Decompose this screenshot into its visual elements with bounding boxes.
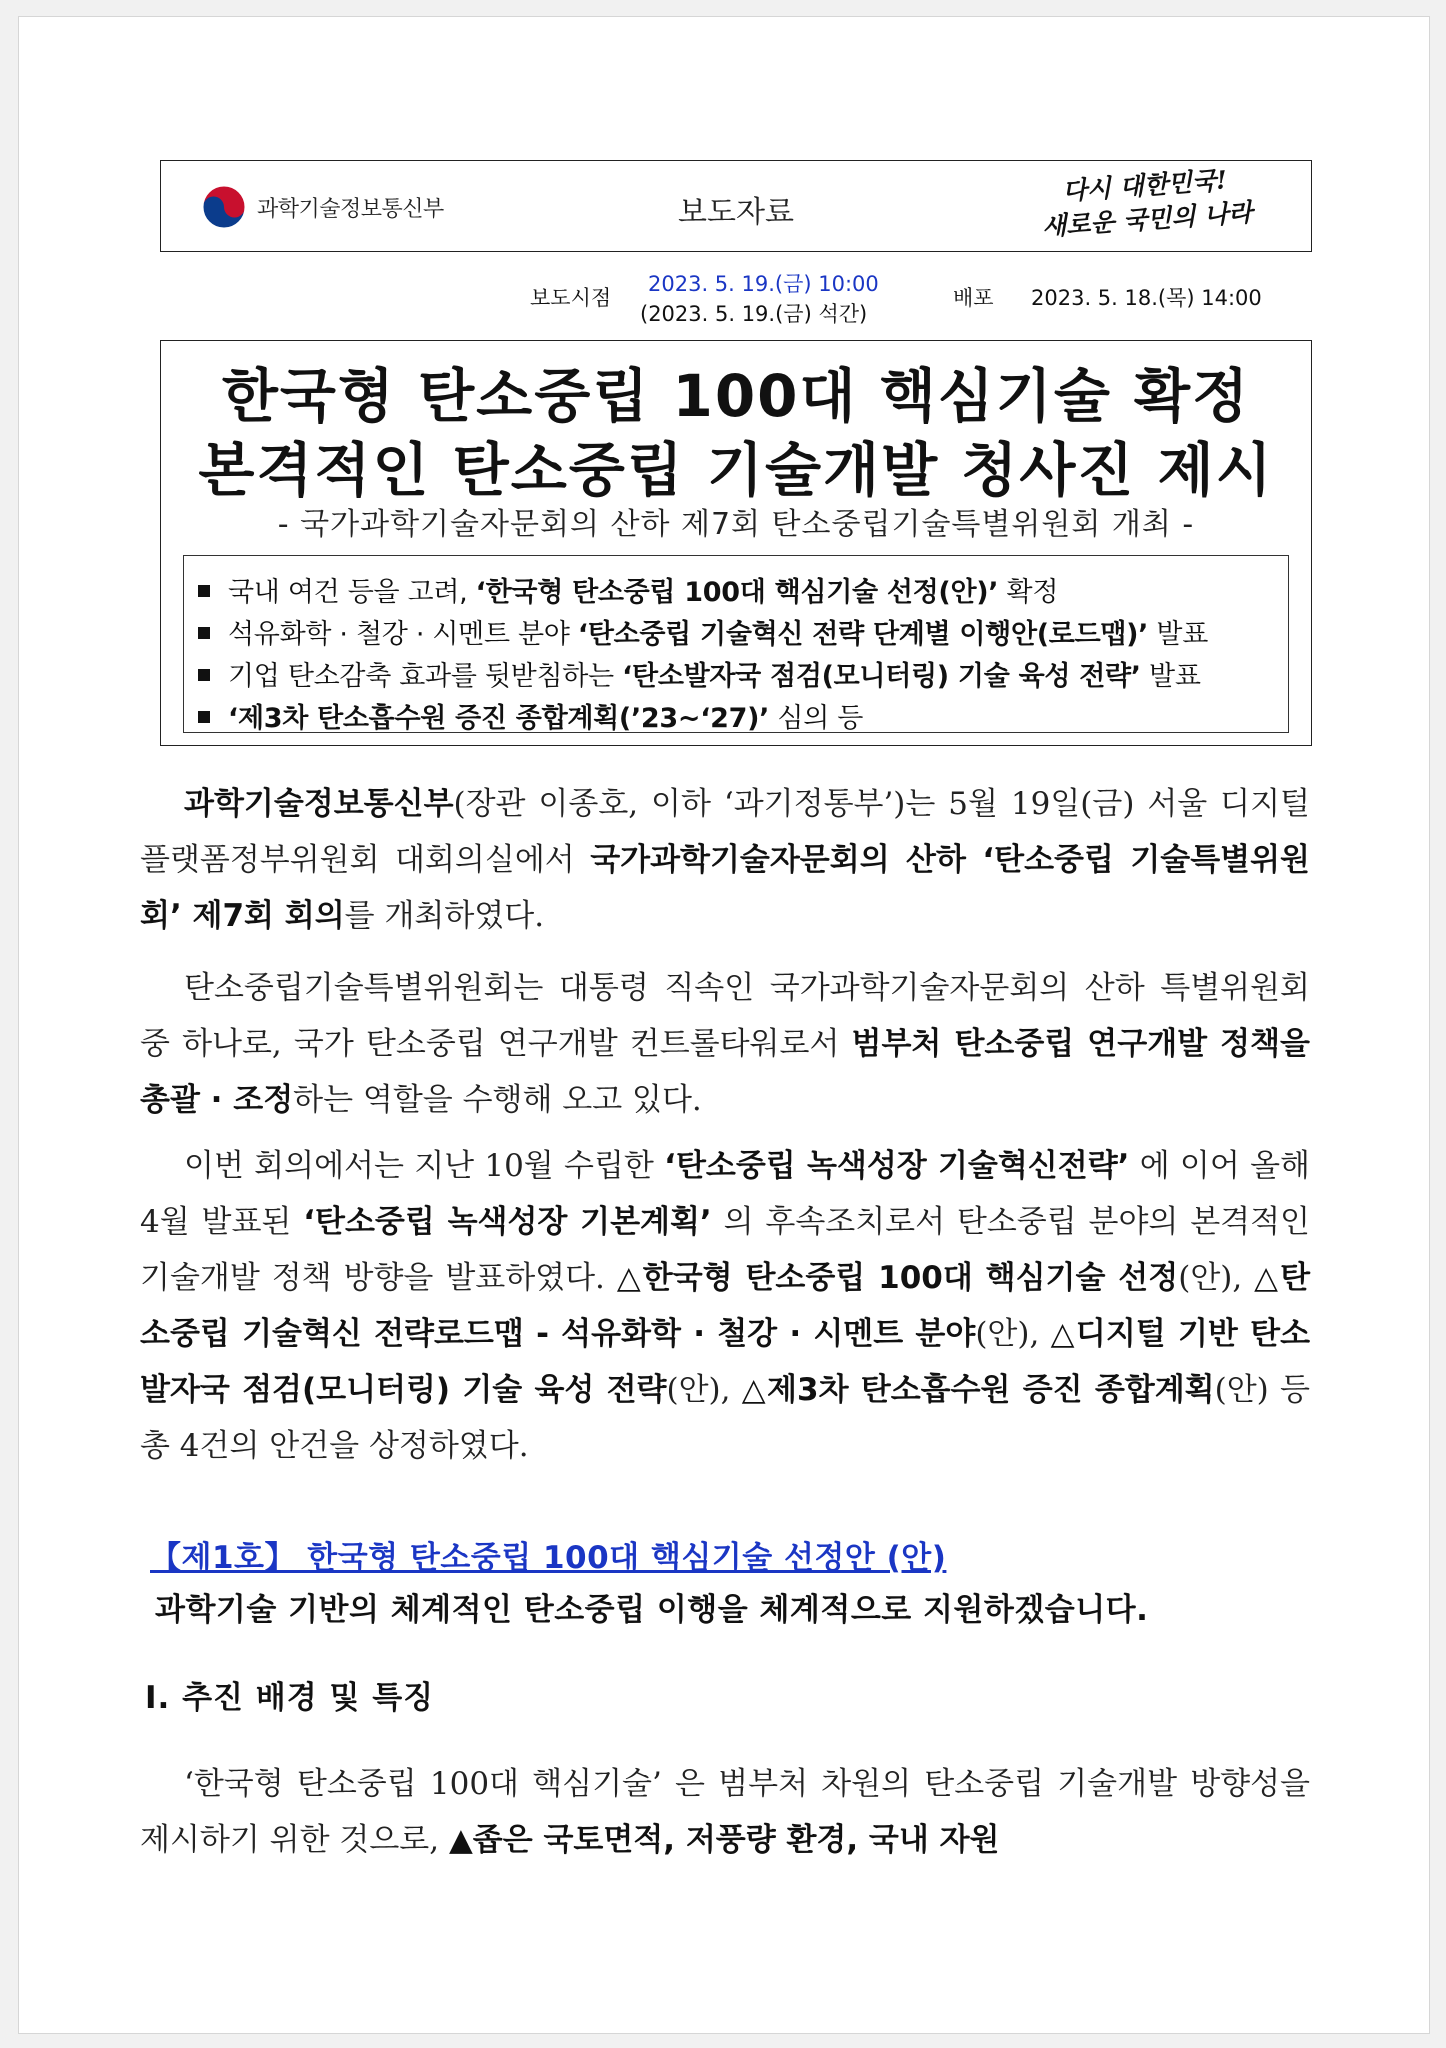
agenda-subheading: 과학기술 기반의 체계적인 탄소중립 이행을 체계적으로 지원하겠습니다. (155, 1592, 1149, 1628)
press-header (160, 160, 1312, 252)
title-box (160, 340, 1312, 746)
square-bullet-icon (198, 585, 210, 597)
release-datetime: 2023. 5. 19.(금) 10:00 (648, 272, 879, 296)
bullet-bold: ‘탄소발자국 점검(모니터링) 기술 육성 전략’ (622, 661, 1141, 692)
paragraph-4: ‘한국형 탄소중립 100대 핵심기술’ 은 범부처 차원의 탄소중립 기술개발 방향성을 제시하기 위한 것으로, ▲좁은 국토면적, 저풍량 환경, 국내 자원 (140, 1766, 1310, 1858)
bullet-item (198, 570, 1058, 609)
bullet-text: 국내 여건 등을 고려, (228, 577, 476, 608)
release-timeline (0, 268, 1446, 328)
bullet-bold: ‘탄소중립 기술혁신 전략 단계별 이행안(로드맵)’ (577, 619, 1149, 650)
bullet-text: 기업 탄소감축 효과를 뒷받침하는 (228, 661, 623, 692)
bullet-suffix: 발표 (1148, 619, 1208, 650)
section-heading: Ⅰ. 추진 배경 및 특징 (145, 1680, 435, 1716)
main-title-line-2: 본격적인 탄소중립 기술개발 청사진 제시 (198, 436, 1274, 504)
summary-bullets (183, 555, 1289, 733)
square-bullet-icon (198, 627, 210, 639)
ministry-name: 과학기술정보통신부 (257, 196, 444, 222)
bullet-text: 석유화학 · 철강 · 시멘트 분야 (228, 619, 578, 650)
main-title-line-1: 한국형 탄소중립 100대 핵심기술 확정 (221, 362, 1251, 430)
paragraph-1: 과학기술정보통신부(장관 이종호, 이하 ‘과기정통부’)는 5월 19일(금) 서울 디지털플랫폼정부위원회 대회의실에서 국가과학기술자문회의 산하 ‘탄소중립 기술특별위원회’ 제7회 회의를 개최하였다. (140, 786, 1310, 934)
slogan-line-1: 다시 대한민국! (1061, 165, 1228, 206)
doc-type-label: 보도자료 (678, 195, 794, 230)
distribution-label: 배포 (953, 286, 994, 310)
square-bullet-icon (198, 711, 210, 723)
agenda-heading: 【제1호】 한국형 탄소중립 100대 핵심기술 선정안 (안) (150, 1540, 947, 1576)
paragraph-2: 탄소중립기술특별위원회는 대통령 직속인 국가과학기술자문회의 산하 특별위원회 중 하나로, 국가 탄소중립 연구개발 컨트롤타워로서 범부처 탄소중립 연구개발 정책을 총괄 · 조정하는 역할을 수행해 오고 있다. (140, 970, 1310, 1118)
bullet-item (198, 696, 863, 735)
subtitle: - 국가과학기술자문회의 산하 제7회 탄소중립기술특별위원회 개최 - (277, 507, 1195, 542)
bullet-bold: ‘한국형 탄소중립 100대 핵심기술 선정(안)’ (475, 577, 999, 608)
bullet-suffix: 심의 등 (769, 703, 864, 734)
release-label: 보도시점 (530, 286, 612, 310)
paragraph-3: 이번 회의에서는 지난 10월 수립한 ‘탄소중립 녹색성장 기술혁신전략’ 에 이어 올해 4월 발표된 ‘탄소중립 녹색성장 기본계획’ 의 후속조치로서 탄소중립 분야의 본격적인 기술개발 정책 방향을 발표하였다. △한국형 탄소중립 100대 핵심기술 선정(안), △탄소중립 기술혁신 전략로드맵 - 석유화학 · 철강 · 시멘트 분야(안), △디지털 기반 탄소발자국 점검(모니터링) 기술 육성 전략(안), △제3차 탄소흡수원 증진 종합계획(안) 등 총 4건의 안건을 상정하였다. (140, 1148, 1311, 1464)
distribution-datetime: 2023. 5. 18.(목) 14:00 (1031, 286, 1262, 310)
release-evening: (2023. 5. 19.(금) 석간) (640, 302, 868, 326)
slogan (1009, 160, 1283, 247)
slogan-line-2: 새로운 국민의 나라 (1041, 197, 1254, 242)
bullet-item (198, 612, 1208, 651)
bullet-bold: ‘제3차 탄소흡수원 증진 종합계획(’23~‘27)’ (228, 703, 770, 734)
bullet-suffix: 확정 (998, 577, 1059, 608)
square-bullet-icon (198, 669, 210, 681)
bullet-suffix: 발표 (1140, 661, 1201, 692)
bullet-item (198, 654, 1201, 693)
